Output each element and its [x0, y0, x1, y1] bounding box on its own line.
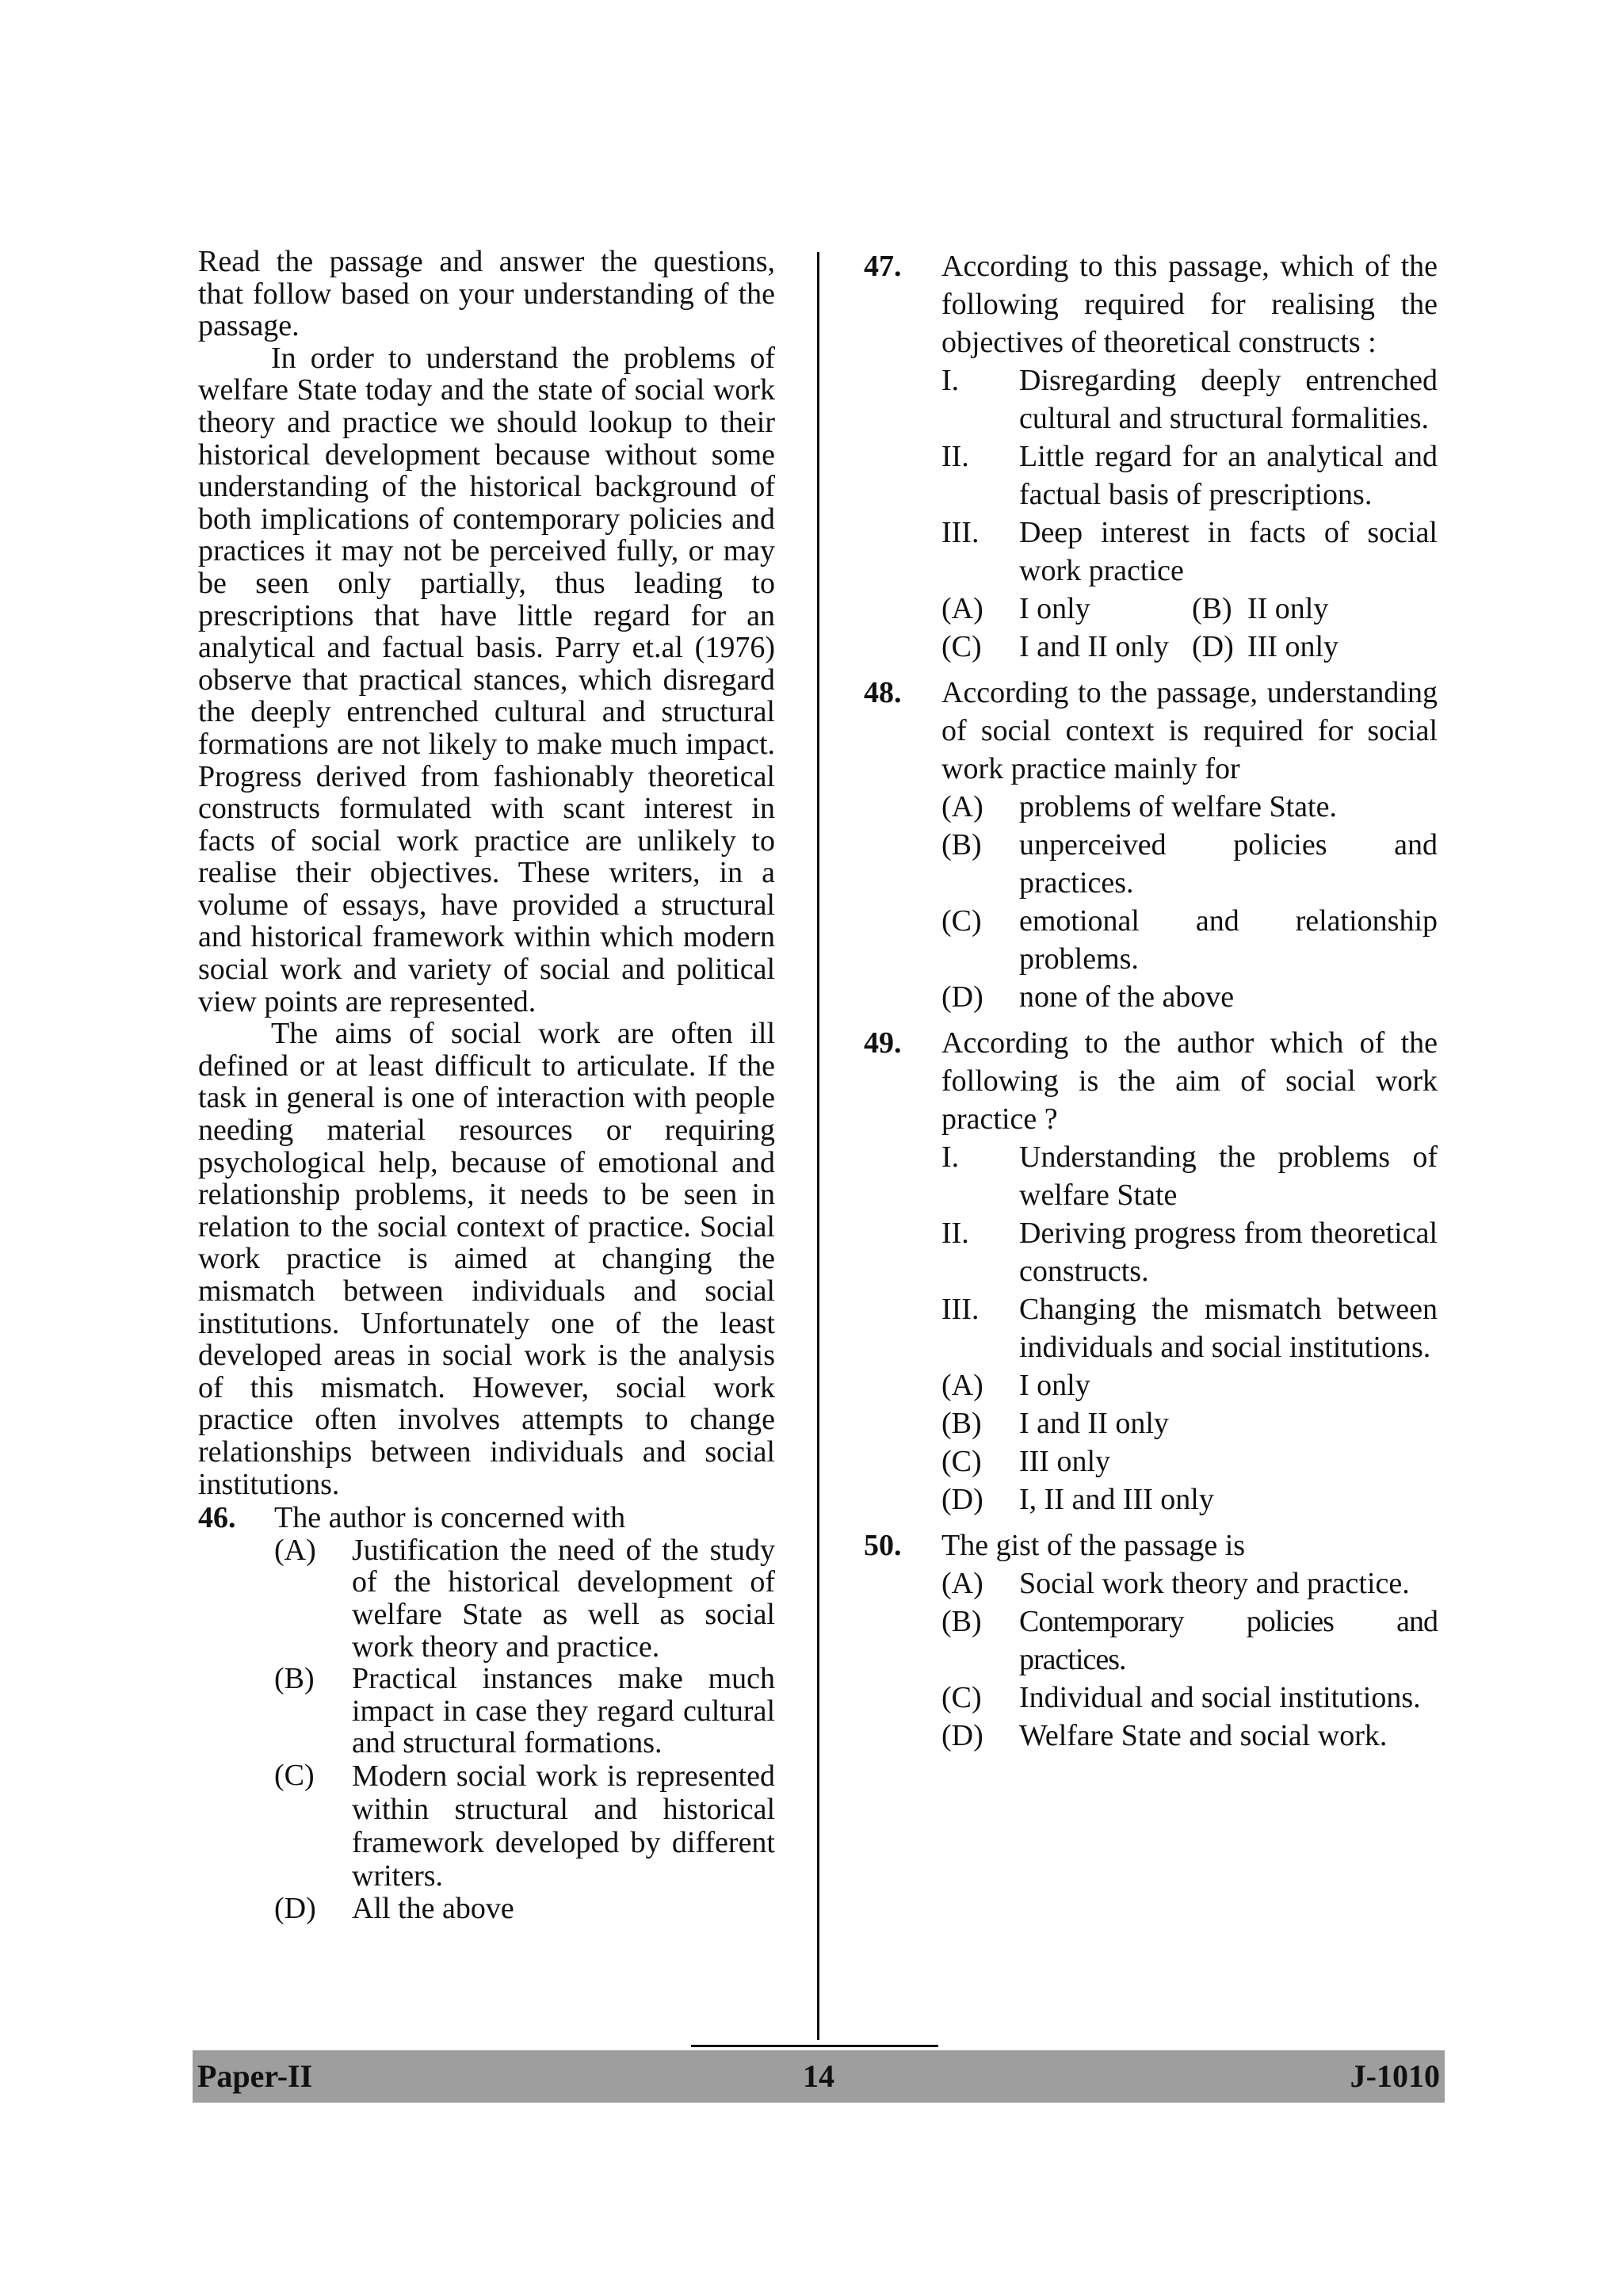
option-label: (D)	[941, 1483, 983, 1516]
option-text: I only	[1019, 592, 1090, 625]
option-text: I and II only	[1019, 1407, 1169, 1440]
exam-code: J-1010	[1350, 2058, 1440, 2094]
option-label: (D)	[274, 1891, 316, 1925]
option-a	[941, 1564, 1438, 1603]
question-stem: The author is concerned with	[274, 1501, 626, 1535]
option-label: (D)	[941, 980, 983, 1014]
option-a	[941, 788, 1438, 826]
option-c	[941, 1679, 1438, 1717]
question-number: 48.	[864, 676, 902, 709]
option-label: (B)	[274, 1662, 315, 1696]
statement-label: II.	[941, 1217, 969, 1250]
option-d	[274, 1893, 775, 1925]
option-text: Justification the need of the study of the historical development of welfare State as well as social work theory and practice.	[352, 1533, 775, 1664]
passage-column	[198, 246, 775, 1925]
statement-label: III.	[941, 1293, 980, 1326]
option-a	[274, 1534, 775, 1663]
statement-text: Little regard for an analytical and factual basis of prescriptions.	[1019, 440, 1438, 511]
statement-text: Understanding the problems of welfare State	[1019, 1140, 1438, 1212]
question-number: 50.	[864, 1529, 902, 1562]
question-48	[864, 674, 1438, 1016]
options-row-1	[941, 590, 1438, 628]
option-label: (D)	[941, 1719, 983, 1752]
question-number: 49.	[864, 1026, 902, 1060]
option-c	[941, 902, 1438, 978]
page-number: 14	[803, 2058, 834, 2094]
statement-2	[941, 437, 1438, 514]
option-c	[941, 628, 1192, 666]
option-text: III only	[1019, 1445, 1111, 1478]
option-d	[941, 1480, 1438, 1519]
option-label: (C)	[941, 630, 982, 663]
option-text: none of the above	[1019, 980, 1235, 1014]
passage-paragraph-1: In order to understand the problems of welfare State today and the state of social work theory and practice we should lookup to their historical development because without some understanding of the historical background of both implications of contemporary policies and practices it may not be perceived fully, or may be seen only partially, thus leading to prescriptions that have little regard for an analytical and factual basis. Parry et.al (1976) observe that practical stances, which disregard the deeply entrenched cultural and structural formations are not likely to make much impact. Progress derived from fashionably theoretical constructs formulated with scant interest in facts of social work practice are unlikely to realise their objectives. These writers, in a volume of essays, have provided a structural and historical framework within which modern social work and variety of social and political view points are represented.	[198, 341, 775, 1018]
option-label: (A)	[941, 1567, 983, 1600]
statement-3	[941, 514, 1438, 590]
statement-1	[941, 1138, 1438, 1214]
option-d	[941, 978, 1438, 1016]
statement-2	[941, 1214, 1438, 1290]
passage-paragraph-2: The aims of social work are often ill defined or at least difficult to articulate. If the task in general is one of interaction with people needing material resources or requiring psychological help, because of emotional and relationship problems, it needs to be seen in relation to the social context of practice. Social work practice is aimed at changing the mismatch between individuals and social institutions. Unfortunately one of the least developed areas in social work is the analysis of this mismatch. However, social work practice often involves attempts to change relationships between individuals and social institutions.	[198, 1017, 775, 1501]
question-50	[864, 1526, 1438, 1755]
option-text: I and II only	[1019, 630, 1169, 663]
option-b	[941, 826, 1438, 902]
option-d	[941, 1717, 1438, 1755]
statement-label: II.	[941, 440, 969, 473]
question-46	[198, 1502, 775, 1534]
option-c	[274, 1759, 775, 1893]
option-label: (C)	[941, 1681, 982, 1714]
statement-text: Disregarding deeply entrenched cultural and structural formalities.	[1019, 364, 1438, 435]
passage-instruction: Read the passage and answer the questions, that follow based on your understanding of the passage.	[198, 245, 775, 343]
question-49	[864, 1024, 1438, 1519]
option-text: Practical instances make much impact in case they regard cultural and structural formations.	[352, 1662, 775, 1760]
option-text: I, II and III only	[1019, 1483, 1214, 1516]
option-text: Individual and social institutions.	[1019, 1681, 1421, 1714]
statement-text: Deep interest in facts of social work practice	[1019, 516, 1438, 587]
option-label: (C)	[941, 904, 982, 938]
option-b	[941, 1603, 1438, 1679]
option-text: Contemporary policies and practices.	[1019, 1605, 1438, 1676]
option-label: (C)	[941, 1445, 982, 1478]
option-label: (A)	[274, 1533, 316, 1567]
option-text: All the above	[352, 1891, 514, 1925]
option-text: II only	[1247, 592, 1329, 625]
question-stem: According to the author which of the following is the aim of social work practice ?	[941, 1026, 1438, 1136]
question-stem: According to the passage, understanding of social context is required for social work practice mainly for	[941, 676, 1438, 785]
option-text: unperceived policies and practices.	[1019, 828, 1438, 900]
option-text: Social work theory and practice.	[1019, 1567, 1410, 1600]
statement-label: III.	[941, 516, 980, 549]
questions-column	[864, 247, 1438, 1755]
question-47	[864, 247, 1438, 666]
option-text: I only	[1019, 1369, 1090, 1402]
statement-3	[941, 1290, 1438, 1366]
option-label: (C)	[274, 1758, 315, 1792]
question-number: 47.	[864, 250, 902, 283]
option-text: Modern social work is represented within structural and historical framework developed by different writers.	[352, 1759, 775, 1893]
option-b	[941, 1404, 1438, 1442]
option-text: III only	[1247, 630, 1339, 663]
statement-1	[941, 361, 1438, 437]
option-label: (D)	[1192, 630, 1234, 663]
option-b	[1192, 590, 1328, 628]
option-b	[274, 1663, 775, 1759]
statement-text: Changing the mismatch between individuals and social institutions.	[1019, 1293, 1438, 1364]
statement-text: Deriving progress from theoretical constructs.	[1019, 1217, 1438, 1288]
options-row-2	[941, 628, 1438, 666]
option-a	[941, 1366, 1438, 1404]
option-label: (A)	[941, 790, 983, 823]
option-label: (A)	[941, 1369, 983, 1402]
option-text: problems of welfare State.	[1019, 790, 1337, 823]
statement-label: I.	[941, 364, 960, 397]
statement-label: I.	[941, 1140, 960, 1174]
option-c	[941, 1442, 1438, 1480]
option-text: Welfare State and social work.	[1019, 1719, 1388, 1752]
option-a	[941, 590, 1192, 628]
column-divider	[817, 252, 819, 2040]
page-footer	[193, 2050, 1445, 2103]
option-label: (B)	[941, 828, 982, 861]
paper-label: Paper-II	[197, 2058, 313, 2094]
question-stem: The gist of the passage is	[941, 1529, 1246, 1562]
option-label: (B)	[1192, 592, 1232, 625]
option-label: (A)	[941, 592, 983, 625]
option-text: emotional and relationship problems.	[1019, 904, 1438, 976]
question-46-options	[274, 1534, 775, 1925]
bottom-rule	[691, 2045, 938, 2047]
option-label: (B)	[941, 1605, 982, 1638]
question-number: 46.	[198, 1501, 236, 1535]
question-stem: According to this passage, which of the following required for realising the objectives of theoretical constructs :	[941, 250, 1438, 359]
option-d	[1192, 628, 1338, 666]
option-label: (B)	[941, 1407, 982, 1440]
